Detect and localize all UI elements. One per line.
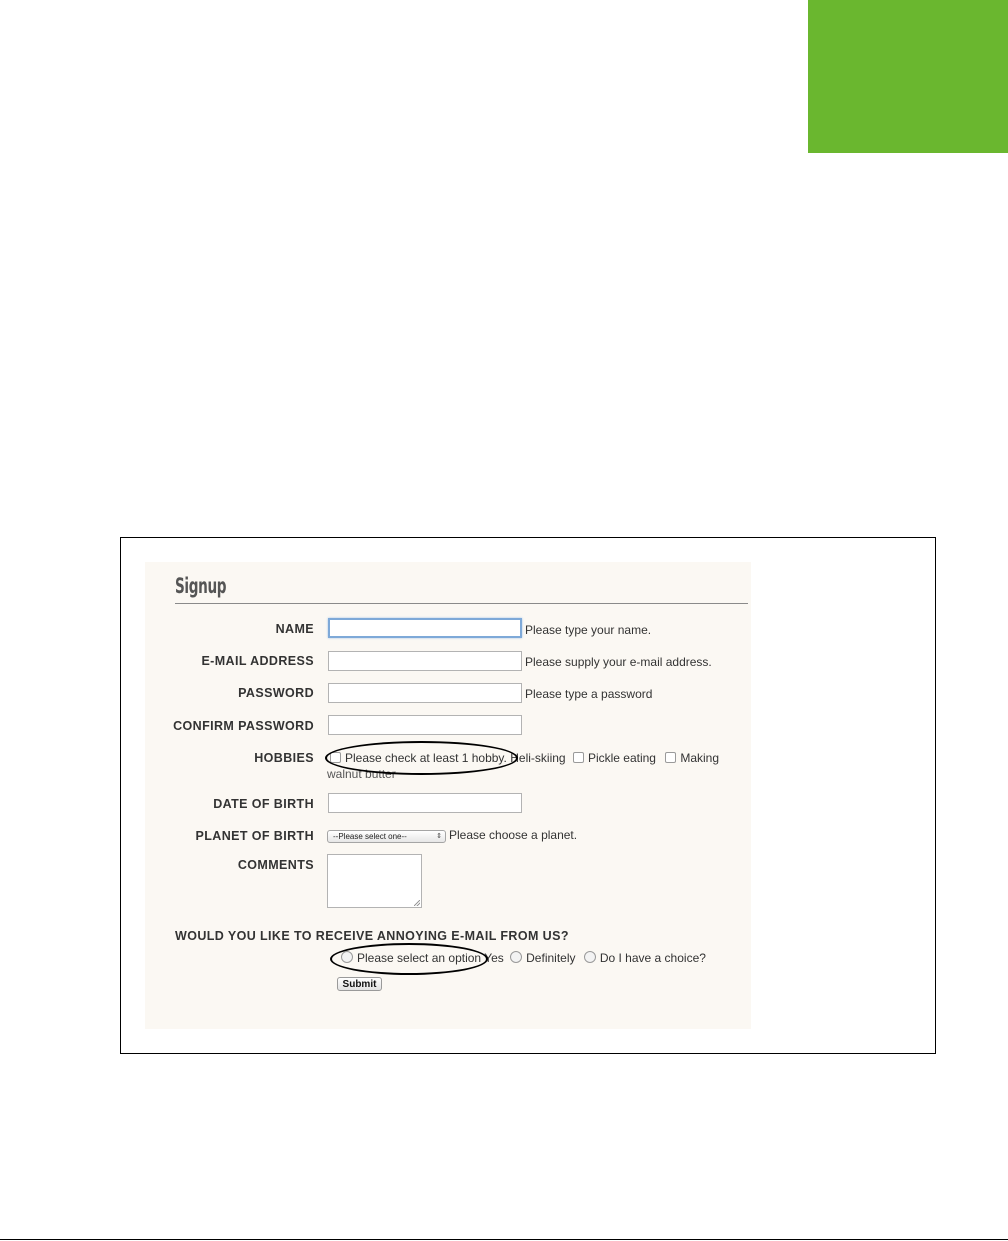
page-bottom-rule (0, 1239, 1008, 1240)
spam-hint: Please select an option (357, 951, 482, 965)
chapter-tab (808, 0, 1008, 153)
planet-hint: Please choose a planet. (449, 828, 578, 842)
heading-divider (175, 603, 748, 604)
name-hint: Please type your name. (525, 623, 652, 637)
form-heading: Signup (175, 574, 227, 598)
email-hint: Please supply your e-mail address. (525, 655, 712, 669)
spam-definitely-label: Definitely (526, 951, 576, 965)
submit-button[interactable]: Submit (337, 977, 382, 991)
callout-oval-spam (330, 943, 488, 975)
spam-question: WOULD YOU LIKE TO RECEIVE ANNOYING E-MAIL FROM US? (175, 929, 569, 943)
hobby-walnut-label: Making (680, 751, 720, 765)
select-arrows-icon: ⇕ (436, 833, 442, 840)
password-label: PASSWORD (238, 686, 314, 700)
comments-label: COMMENTS (237, 858, 314, 872)
planet-label: PLANET OF BIRTH (195, 829, 314, 843)
password-hint: Please type a password (525, 687, 653, 701)
spam-choice-radio[interactable] (584, 951, 596, 963)
name-label: NAME (275, 622, 314, 636)
email-label: E-MAIL ADDRESS (201, 654, 314, 668)
spam-yes-label: Yes (484, 951, 504, 965)
hobby-heli-skiing-label: Heli-skiing (510, 751, 566, 765)
hobby-pickle-label: Pickle eating (587, 751, 656, 765)
dob-input[interactable] (328, 793, 522, 813)
spam-choice-label: Do I have a choice? (599, 951, 706, 965)
hobby-walnut-checkbox[interactable] (665, 752, 676, 763)
confirm-password-input[interactable] (328, 715, 522, 735)
hobbies-hint: Please check at least 1 hobby. (345, 751, 507, 765)
email-input[interactable] (328, 651, 522, 671)
dob-label: DATE OF BIRTH (213, 797, 314, 811)
resize-grip-icon[interactable] (414, 900, 420, 906)
name-input[interactable] (328, 618, 522, 638)
callout-oval-hobbies (325, 741, 518, 775)
planet-select-value: --Please select one-- (333, 832, 407, 841)
hobby-pickle-checkbox[interactable] (573, 752, 584, 763)
spam-definitely-radio[interactable] (510, 951, 522, 963)
planet-select[interactable] (327, 830, 446, 843)
confirm-password-label: CONFIRM PASSWORD (173, 719, 314, 733)
hobby-walnut-label-wrap: walnut butter (327, 767, 396, 781)
hobbies-label: HOBBIES (254, 751, 314, 765)
comments-textarea[interactable] (327, 854, 422, 908)
password-input[interactable] (328, 683, 522, 703)
